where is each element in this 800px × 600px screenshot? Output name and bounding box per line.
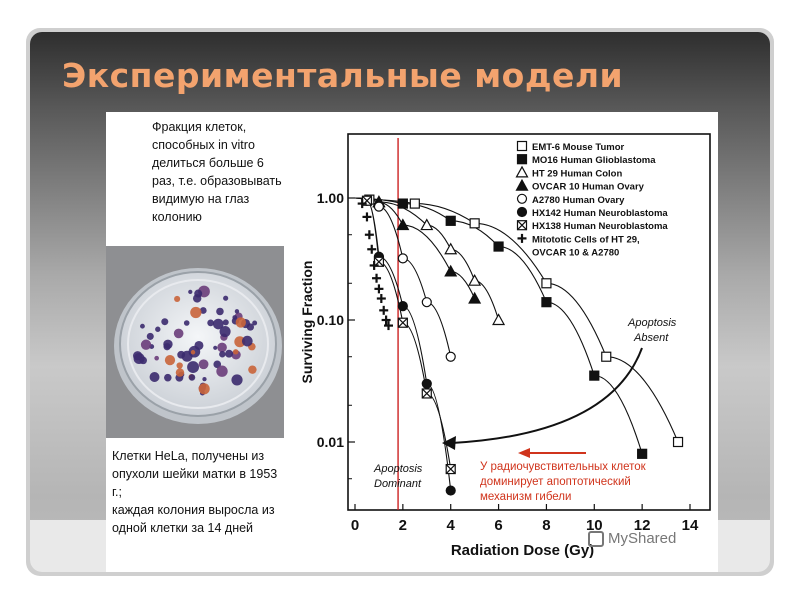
colony <box>235 309 239 313</box>
data-point <box>367 245 376 254</box>
legend-marker <box>518 142 527 151</box>
apoptosis-arrow <box>452 348 642 443</box>
red-arrow-head <box>518 448 530 458</box>
logo-icon <box>588 531 604 547</box>
colony <box>163 343 170 350</box>
annotation-apoptosis-dominant: Apoptosis <box>374 463 423 475</box>
data-point <box>422 389 431 398</box>
legend-marker <box>518 221 527 230</box>
colony <box>147 333 154 340</box>
x-tick-label: 0 <box>350 517 360 534</box>
data-point <box>398 254 407 263</box>
legend-marker <box>518 155 527 164</box>
colony <box>194 290 202 298</box>
x-tick-label: 14 <box>681 517 699 534</box>
legend-marker <box>518 234 527 243</box>
colony <box>199 359 209 369</box>
colony <box>155 327 160 332</box>
caption-bottom: Клетки HeLa, получены из опухоли шейки матки в 1953 г.; каждая колония выросла из одной клетки за 14 дней <box>112 449 278 535</box>
colony <box>247 323 254 330</box>
russian-note-line: механизм гибели <box>480 491 572 503</box>
x-tick-label: 2 <box>398 517 408 534</box>
petri-dish-photo <box>106 246 284 438</box>
x-tick-label: 6 <box>494 517 503 534</box>
colony <box>202 377 206 381</box>
colony <box>219 351 225 357</box>
colony <box>140 324 145 329</box>
data-point <box>377 294 386 303</box>
data-point <box>372 274 381 283</box>
x-tick-label: 10 <box>585 517 603 534</box>
logo-text: MyShared <box>608 530 677 547</box>
legend-label: OVCAR 10 Human Ovary <box>532 181 644 193</box>
colony <box>248 365 256 373</box>
y-tick-label: 0.01 <box>316 434 344 450</box>
colony <box>207 320 214 327</box>
data-point <box>446 465 455 474</box>
series-curve <box>355 198 451 491</box>
data-point <box>469 293 480 303</box>
colony <box>154 356 159 361</box>
colony <box>225 350 233 358</box>
data-point <box>445 266 456 276</box>
colony <box>188 290 192 294</box>
colony <box>161 318 168 325</box>
colony <box>189 374 196 381</box>
data-point <box>674 438 683 447</box>
legend-label: A2780 Human Ovary <box>532 194 625 206</box>
legend-label: OVCAR 10 & A2780 <box>532 247 620 259</box>
data-point <box>362 212 371 221</box>
x-tick-label: 12 <box>633 517 651 534</box>
data-point <box>470 219 479 228</box>
x-tick-label: 4 <box>446 517 455 534</box>
colony <box>223 319 229 325</box>
colony <box>139 357 147 365</box>
data-point <box>397 220 408 230</box>
slide-title: Экспериментальные модели <box>62 56 624 95</box>
russian-note-line: У радиочувствительных клеток <box>480 461 646 473</box>
colony <box>141 340 151 350</box>
data-point <box>542 279 551 288</box>
caption-top: Фракция клеток, способных in vitro делиться больше 6 раз, т.е. образовывать видимую на глаз колонию <box>152 120 282 224</box>
y-tick-label: 0.10 <box>316 312 344 328</box>
data-point <box>374 202 383 211</box>
data-point <box>590 371 599 380</box>
y-axis-title: Surviving Fraction <box>299 260 315 384</box>
data-point <box>445 244 456 254</box>
legend-marker <box>517 167 528 177</box>
data-point <box>469 275 480 285</box>
colony <box>184 320 190 326</box>
colony <box>236 317 246 327</box>
legend-label: MO16 Human Glioblastoma <box>532 155 656 167</box>
legend-label: HX142 Human Neuroblastoma <box>532 208 668 219</box>
colony <box>231 374 242 385</box>
data-point <box>494 242 503 251</box>
survival-chart <box>290 112 718 572</box>
data-point <box>446 486 455 495</box>
colony <box>213 319 224 330</box>
data-point <box>542 298 551 307</box>
colony <box>174 296 180 302</box>
colony <box>165 355 175 365</box>
colony <box>216 308 224 316</box>
colony <box>176 362 182 368</box>
russian-note-line: доминирует апоптотический <box>480 476 631 488</box>
data-point <box>398 302 407 311</box>
data-point <box>602 352 611 361</box>
data-point <box>422 298 431 307</box>
colony <box>217 343 227 353</box>
data-point <box>398 199 407 208</box>
colony <box>191 350 195 354</box>
legend-marker <box>518 194 527 203</box>
data-point <box>422 379 431 388</box>
colony <box>216 366 227 377</box>
annotation-apoptosis-absent: Apoptosis <box>628 317 677 329</box>
colony <box>233 349 238 354</box>
x-axis-title: Radiation Dose (Gy) <box>450 542 595 559</box>
colony <box>190 307 201 318</box>
colony <box>174 329 184 339</box>
colony <box>199 383 210 394</box>
legend-marker <box>517 180 528 190</box>
colony <box>176 368 184 376</box>
legend-marker <box>518 208 527 217</box>
legend-label: HT 29 Human Colon <box>532 168 623 180</box>
colony <box>150 372 160 382</box>
colony <box>223 296 228 301</box>
data-point <box>493 315 504 325</box>
legend-label: Mitototic Cells of HT 29, <box>532 234 640 246</box>
data-point <box>446 216 455 225</box>
data-point <box>638 449 647 458</box>
annotation-apoptosis-dominant: Dominant <box>374 478 422 490</box>
x-tick-label: 8 <box>542 517 551 534</box>
data-point <box>410 199 419 208</box>
data-point <box>374 284 383 293</box>
y-tick-label: 1.00 <box>316 190 344 206</box>
colony <box>232 315 237 320</box>
colony <box>187 361 199 373</box>
data-point <box>379 306 388 315</box>
data-point <box>365 230 374 239</box>
annotation-apoptosis-absent: Absent <box>634 332 669 344</box>
data-point <box>446 352 455 361</box>
colony <box>213 346 217 350</box>
legend-label: HX138 Human Neuroblastoma <box>532 221 668 233</box>
myshared-logo <box>588 530 676 547</box>
colony <box>164 374 172 382</box>
data-point <box>398 318 407 327</box>
colony <box>242 336 253 347</box>
legend-label: EMT-6 Mouse Tumor <box>532 142 625 153</box>
